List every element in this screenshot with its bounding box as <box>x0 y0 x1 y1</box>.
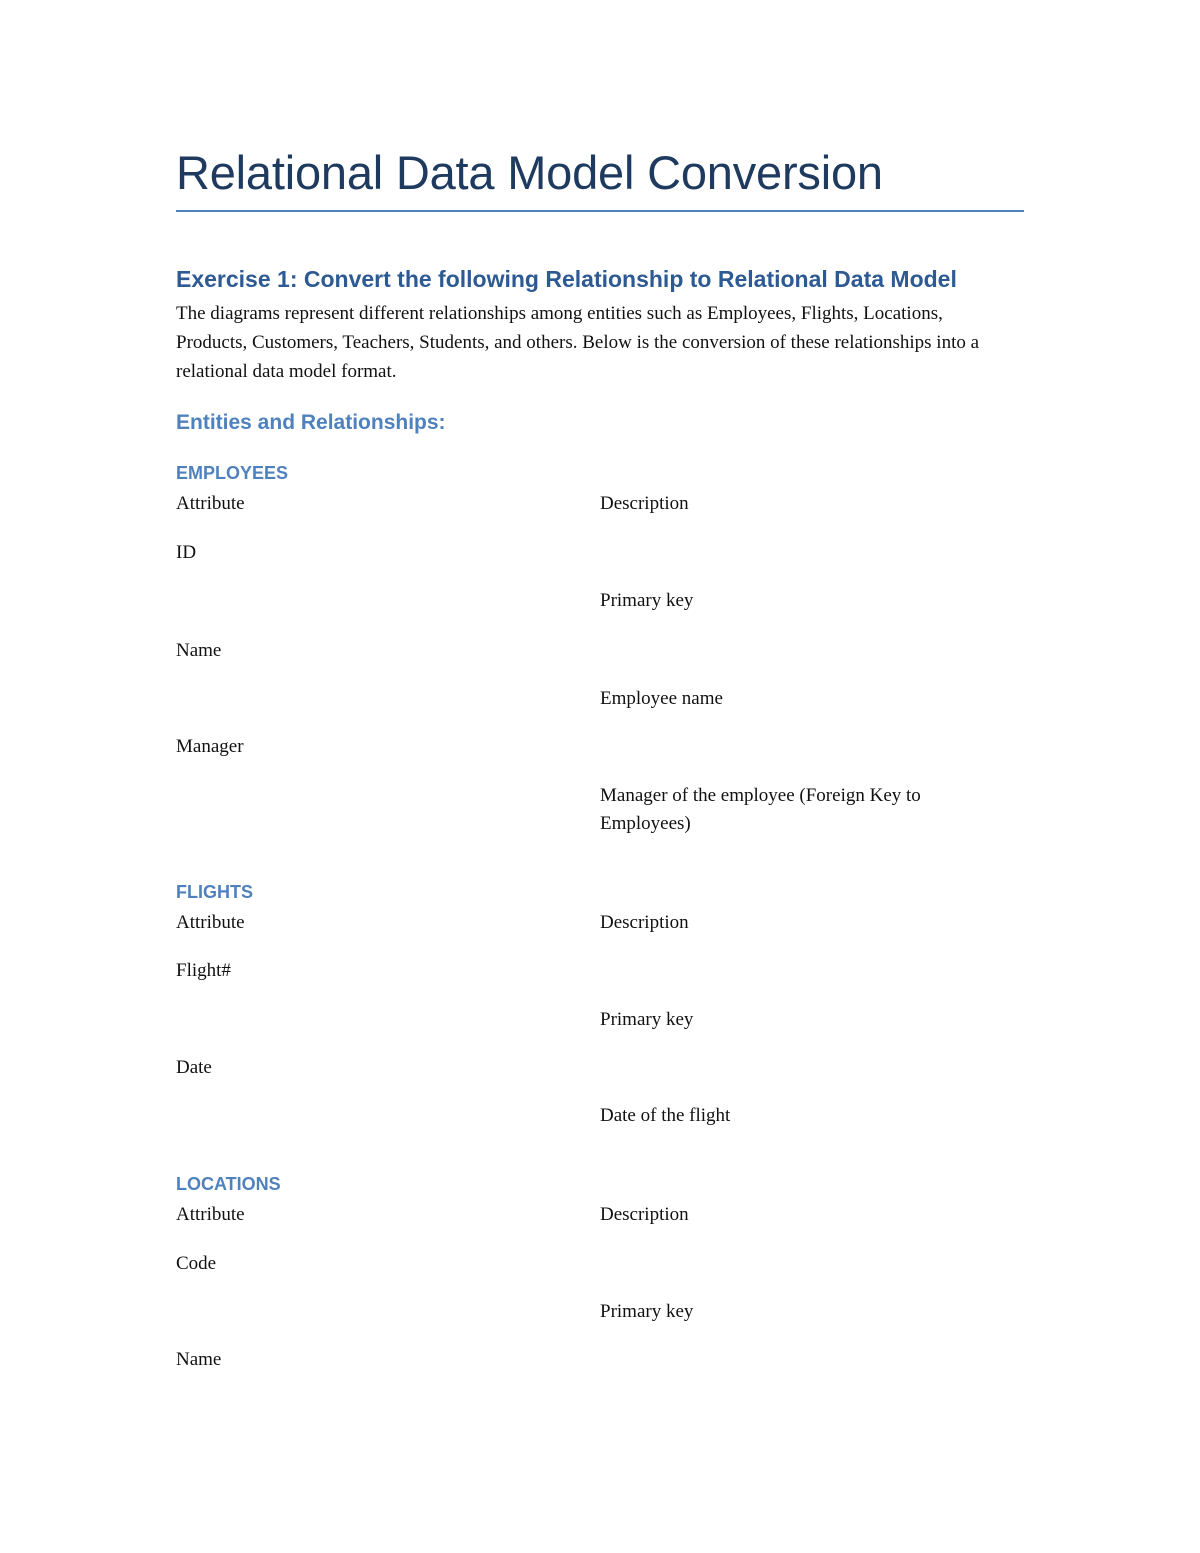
intro-paragraph: The diagrams represent different relationships among entities such as Employees, Flights, Locations, Products, Customers, Teachers, Students, and others. Below is the conversion of these relationships into a relational data model format. <box>176 303 980 382</box>
attribute-cell: Code <box>176 1253 217 1274</box>
attribute-cell: Name <box>176 1349 222 1370</box>
entity-title-flights: FLIGHTS <box>176 882 253 902</box>
description-cell: Primary key <box>600 590 694 611</box>
description-cell: Date of the flight <box>600 1105 731 1126</box>
header-description: Description <box>600 1204 689 1225</box>
attribute-cell: Name <box>176 640 222 661</box>
description-cell: Primary key <box>600 1009 694 1030</box>
entity-title-employees: EMPLOYEES <box>176 463 289 483</box>
document-title: Relational Data Model Conversion <box>176 146 883 199</box>
header-description: Description <box>600 912 689 933</box>
description-cell: Primary key <box>600 1301 694 1322</box>
section-heading: Entities and Relationships: <box>176 411 446 434</box>
entity-title-locations: LOCATIONS <box>176 1174 281 1194</box>
attribute-cell: Flight# <box>176 960 231 981</box>
header-attribute: Attribute <box>176 912 245 933</box>
description-cell: Employee name <box>600 688 723 709</box>
header-description: Description <box>600 493 689 514</box>
title-underline <box>176 210 1024 212</box>
description-cell: Manager of the employee (Foreign Key to Employees) <box>600 785 921 834</box>
exercise-heading: Exercise 1: Convert the following Relationship to Relational Data Model <box>176 266 957 292</box>
attribute-cell: Date <box>176 1057 212 1078</box>
attribute-cell: Manager <box>176 736 244 757</box>
header-attribute: Attribute <box>176 1204 245 1225</box>
attribute-cell: ID <box>176 542 197 563</box>
header-attribute: Attribute <box>176 493 245 514</box>
